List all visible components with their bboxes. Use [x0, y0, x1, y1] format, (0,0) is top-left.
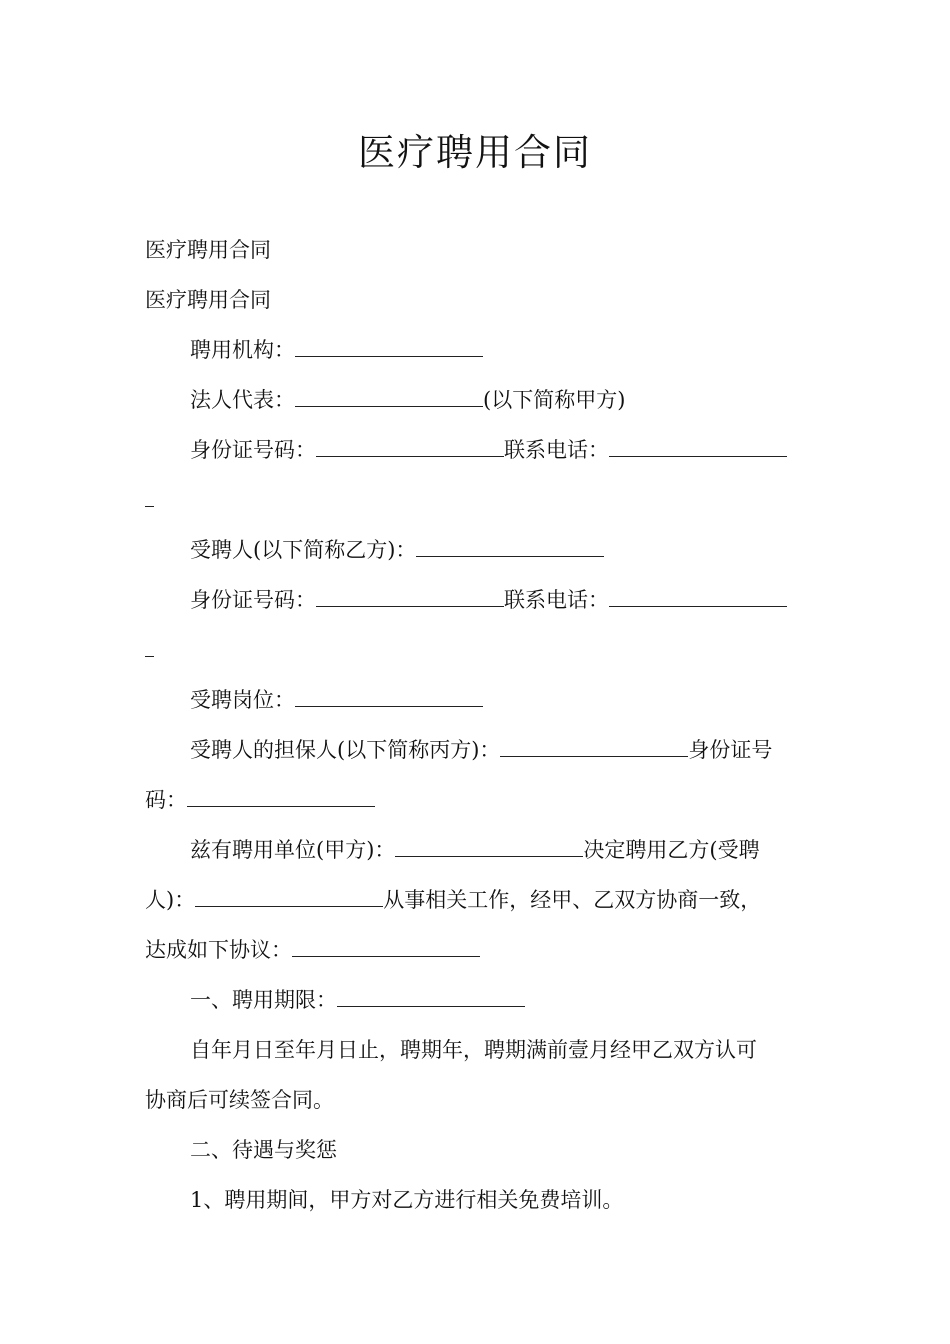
section-2-heading: 二、待遇与奖惩 — [190, 1138, 337, 1162]
guarantor-line — [145, 725, 807, 775]
hire-line2-a: 人)： — [145, 888, 196, 912]
hire-line1-a: 兹有聘用单位(甲方)： — [190, 838, 396, 862]
id-label-b: 身份证号码： — [190, 588, 316, 612]
guarantor-blank — [500, 734, 688, 757]
guarantor-id-label-1: 身份证号 — [688, 738, 773, 762]
id-blank-b — [316, 584, 504, 607]
employer-label: 聘用机构： — [190, 338, 295, 362]
party-a-id-line — [145, 425, 807, 475]
hire-line3: 达成如下协议： — [145, 938, 292, 962]
phone-blank-a — [609, 434, 787, 457]
term-label: 一、聘用期限： — [190, 988, 337, 1012]
hire-line-2 — [145, 875, 807, 925]
employee-blank — [416, 534, 604, 557]
phone-blank-a-tail — [145, 484, 154, 507]
agreement-blank — [292, 934, 480, 957]
employer-blank — [295, 334, 483, 357]
legal-rep-blank — [295, 384, 483, 407]
employee-line — [145, 525, 807, 575]
phone-label-b: 联系电话： — [504, 588, 609, 612]
hire-line2-b: 从事相关工作，经甲、乙双方协商一致， — [383, 888, 762, 912]
phone-blank-b-tail — [145, 634, 154, 657]
phone-label-a: 联系电话： — [504, 438, 609, 462]
guarantor-id-line — [145, 775, 807, 825]
position-label: 受聘岗位： — [190, 688, 295, 712]
position-blank — [295, 684, 483, 707]
id-label-a: 身份证号码： — [190, 438, 316, 462]
guarantor-id-label-2: 码： — [145, 788, 187, 812]
document-title: 医疗聘用合同 — [358, 131, 592, 174]
term-text-1: 自年月日至年月日止，聘期年，聘期满前壹月经甲乙双方认可 — [190, 1038, 757, 1062]
heading-line-2: 医疗聘用合同 — [145, 288, 271, 312]
phone-blank-b — [609, 584, 787, 607]
id-blank-a — [316, 434, 504, 457]
hire-line-3 — [145, 925, 807, 975]
hire-line-1 — [145, 825, 807, 875]
party-b-phone-continuation — [145, 625, 807, 675]
heading-line-1: 医疗聘用合同 — [145, 238, 271, 262]
document-body — [145, 225, 807, 1225]
party-a-phone-continuation — [145, 475, 807, 525]
term-text-2: 协商后可续签合同。 — [145, 1088, 334, 1112]
guarantor-label: 受聘人的担保人(以下简称丙方)： — [190, 738, 501, 762]
item-1: 1、聘用期间，甲方对乙方进行相关免费培训。 — [190, 1188, 624, 1212]
employee-label: 受聘人(以下简称乙方)： — [190, 538, 417, 562]
term-line — [145, 975, 807, 1025]
legal-rep-suffix: (以下简称甲方) — [483, 388, 626, 412]
hire-line1-b: 决定聘用乙方(受聘 — [583, 838, 760, 862]
term-blank — [337, 984, 525, 1007]
employer-line — [145, 325, 807, 375]
guarantor-id-blank — [187, 784, 375, 807]
employer-unit-blank — [395, 834, 583, 857]
legal-rep-label: 法人代表： — [190, 388, 295, 412]
employee-name-blank — [195, 884, 383, 907]
legal-rep-line — [145, 375, 807, 425]
party-b-id-line — [145, 575, 807, 625]
position-line — [145, 675, 807, 725]
